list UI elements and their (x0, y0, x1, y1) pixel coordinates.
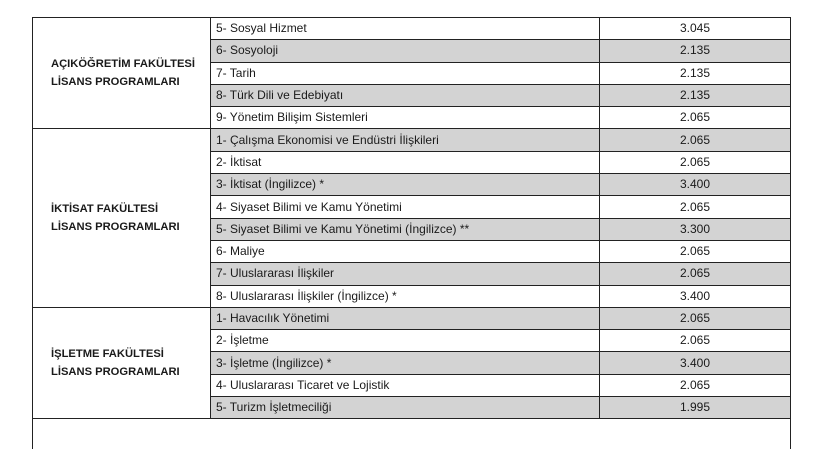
program-name: 5- Turizm İşletmeciliği (211, 397, 600, 419)
program-fee: 2.135 (600, 40, 791, 62)
table-row (33, 307, 791, 329)
program-name: 7- Tarih (211, 62, 600, 84)
table-row-empty (33, 419, 791, 449)
program-fee: 2.065 (600, 263, 791, 285)
faculty-name-line2: LİSANS PROGRAMLARI (51, 73, 210, 91)
program-name: 2- İşletme (211, 330, 600, 352)
program-name: 5- Sosyal Hizmet (211, 18, 600, 40)
faculty-name (33, 18, 211, 129)
program-name: 3- İktisat (İngilizce) * (211, 174, 600, 196)
program-name: 4- Uluslararası Ticaret ve Lojistik (211, 374, 600, 396)
program-fee: 3.045 (600, 18, 791, 40)
program-name: 6- Maliye (211, 240, 600, 262)
program-name: 6- Sosyoloji (211, 40, 600, 62)
faculty-name-line2: LİSANS PROGRAMLARI (51, 363, 210, 381)
program-name: 8- Uluslararası İlişkiler (İngilizce) * (211, 285, 600, 307)
program-fee: 2.135 (600, 62, 791, 84)
program-name: 9- Yönetim Bilişim Sistemleri (211, 107, 600, 129)
program-name: 7- Uluslararası İlişkiler (211, 263, 600, 285)
empty-cell (33, 419, 791, 449)
fee-table (32, 17, 791, 449)
faculty-name (33, 307, 211, 418)
program-name: 1- Çalışma Ekonomisi ve Endüstri İlişkileri (211, 129, 600, 151)
program-fee: 3.300 (600, 218, 791, 240)
faculty-name-line1: İŞLETME FAKÜLTESİ (51, 345, 210, 363)
faculty-name (33, 129, 211, 307)
program-fee: 2.065 (600, 307, 791, 329)
program-name: 1- Havacılık Yönetimi (211, 307, 600, 329)
program-fee: 3.400 (600, 174, 791, 196)
faculty-name-line1: İKTİSAT FAKÜLTESİ (51, 200, 210, 218)
program-fee: 1.995 (600, 397, 791, 419)
program-fee: 2.135 (600, 84, 791, 106)
program-fee: 3.400 (600, 285, 791, 307)
faculty-name-line2: LİSANS PROGRAMLARI (51, 218, 210, 236)
program-name: 5- Siyaset Bilimi ve Kamu Yönetimi (İngilizce) ** (211, 218, 600, 240)
program-name: 4- Siyaset Bilimi ve Kamu Yönetimi (211, 196, 600, 218)
program-fee: 2.065 (600, 107, 791, 129)
program-name: 3- İşletme (İngilizce) * (211, 352, 600, 374)
program-fee: 2.065 (600, 240, 791, 262)
program-fee: 2.065 (600, 196, 791, 218)
program-fee: 2.065 (600, 151, 791, 173)
table-row (33, 129, 791, 151)
program-fee: 2.065 (600, 374, 791, 396)
program-fee: 2.065 (600, 330, 791, 352)
program-fee: 3.400 (600, 352, 791, 374)
program-name: 2- İktisat (211, 151, 600, 173)
faculty-name-line1: AÇIKÖĞRETİM FAKÜLTESİ (51, 55, 210, 73)
program-fee: 2.065 (600, 129, 791, 151)
table-row (33, 18, 791, 40)
fee-table-body (33, 18, 791, 449)
program-name: 8- Türk Dili ve Edebiyatı (211, 84, 600, 106)
